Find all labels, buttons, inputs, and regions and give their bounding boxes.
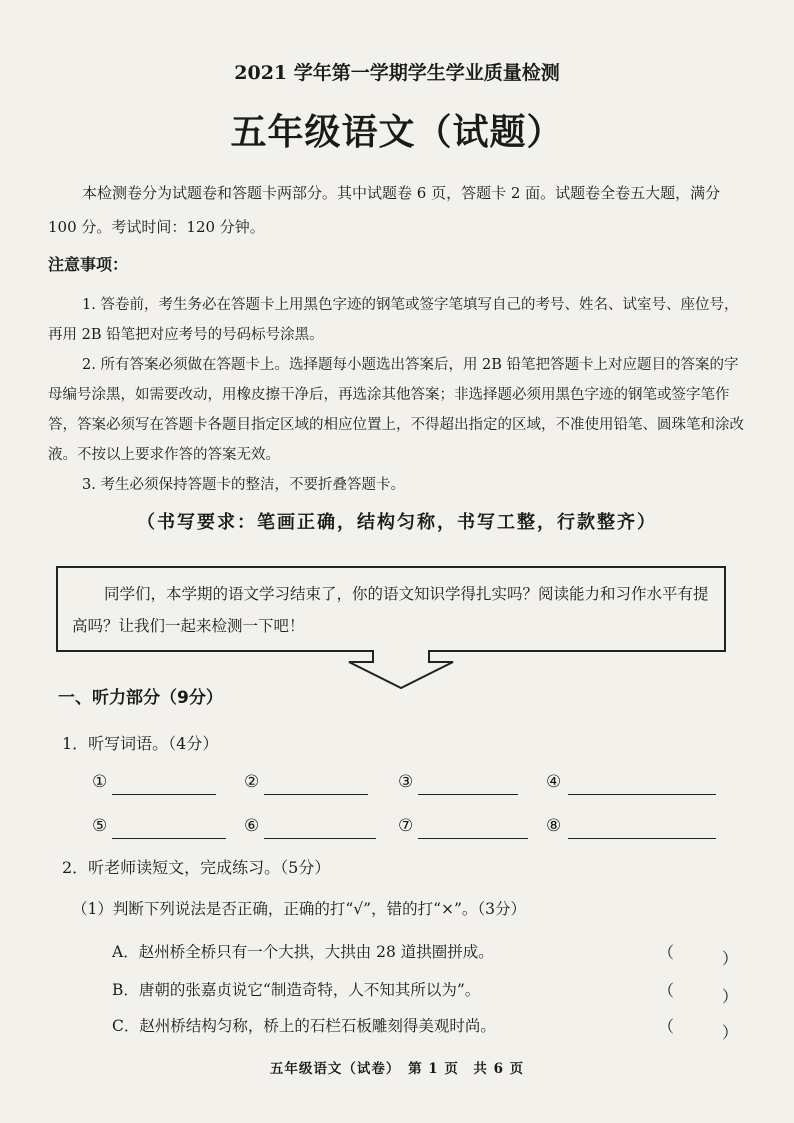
blank-number: ⑥ (244, 816, 260, 836)
blank-item[interactable] (546, 816, 561, 836)
blank-number: ⑦ (398, 816, 414, 836)
notes-list (48, 290, 748, 500)
answer-line[interactable] (568, 794, 716, 795)
blank-number: ⑤ (92, 816, 108, 836)
item-text: B．唐朝的张嘉贞说它“制造奇特，人不知其所以为”。 (112, 981, 481, 999)
blank-number: ② (244, 772, 260, 792)
item-text: A．赵州桥全桥只有一个大拱，大拱由 28 道拱圈拼成。 (112, 943, 494, 961)
answer-paren-close[interactable]: ） (722, 1023, 739, 1042)
answer-paren-open[interactable]: （ (658, 943, 675, 962)
blank-number: ④ (546, 772, 562, 792)
question-1-title: 1．听写词语。（4分） (62, 734, 219, 753)
blank-item[interactable] (92, 816, 107, 836)
question-2-title: 2．听老师读短文，完成练习。（5分） (62, 858, 331, 877)
answer-line[interactable] (418, 794, 518, 795)
blank-item[interactable] (244, 816, 259, 836)
notes-heading: 注意事项： (48, 255, 129, 274)
answer-line[interactable] (568, 838, 716, 839)
answer-paren-close[interactable]: ） (722, 949, 739, 968)
exam-title: 2021 学年第一学期学生学业质量检测 (234, 62, 560, 84)
true-false-item (112, 940, 494, 962)
blank-item[interactable] (92, 772, 107, 792)
true-false-item (112, 978, 480, 1000)
answer-line[interactable] (112, 794, 216, 795)
blank-item[interactable] (546, 772, 561, 792)
answer-line[interactable] (264, 794, 368, 795)
message-text: 同学们，本学期的语文学习结束了，你的语文知识学得扎实吗？阅读能力和习作水平有提高吗？让我们一起来检测一下吧！ (72, 585, 709, 635)
blank-number: ① (92, 772, 108, 792)
intro-paragraph: 本检测卷分为试题卷和答题卡两部分。其中试题卷 6 页，答题卡 2 面。试题卷全卷五大题，满分 100 分。考试时间：120 分钟。 (48, 184, 721, 236)
note-item: 3. 考生必须保持答题卡的整洁，不要折叠答题卡。 (82, 477, 405, 493)
blank-item[interactable] (398, 772, 413, 792)
true-false-item (112, 1014, 496, 1036)
note-item: 2. 所有答案必须做在答题卡上。选择题每小题选出答案后，用 2B 铅笔把答题卡上对应题目的答案的字母编号涂黑，如需要改动，用橡皮擦干净后，再选涂其他答案；非选择题必须用黑色字迹的钢笔或签字笔作答，答案必须写在答题卡各题目指定区域的相应位置上，不得超出指定的区域，不准使用铅笔、圆珠笔和涂改液。不按以上要求作答的答案无效。 (48, 357, 744, 463)
answer-paren-close[interactable]: ） (722, 987, 739, 1006)
main-title: 五年级语文（试题） (230, 111, 564, 153)
blank-number: ③ (398, 772, 414, 792)
blank-number: ⑧ (546, 816, 562, 836)
blank-item[interactable] (398, 816, 413, 836)
down-arrow-icon (345, 648, 457, 690)
answer-paren-open[interactable]: （ (658, 1017, 675, 1036)
message-box (56, 566, 726, 652)
sub-question-1: （1）判断下列说法是否正确，正确的打“√”，错的打“×”。（3分） (72, 900, 527, 918)
section-title: 一、听力部分（9分） (58, 688, 223, 708)
answer-line[interactable] (418, 838, 528, 839)
answer-line[interactable] (112, 838, 226, 839)
answer-line[interactable] (264, 838, 376, 839)
item-text: C．赵州桥结构匀称，桥上的石栏石板雕刻得美观时尚。 (112, 1017, 496, 1035)
writing-requirement: （书写要求：笔画正确，结构匀称，书写工整，行款整齐） (137, 512, 657, 533)
note-item: 1. 答卷前，考生务必在答题卡上用黑色字迹的钢笔或签字笔填写自己的考号、姓名、试室号、座位号，再用 2B 铅笔把对应考号的号码标号涂黑。 (48, 297, 739, 343)
page-footer: 五年级语文（试卷） 第 1 页 共 6 页 (269, 1061, 525, 1077)
blank-item[interactable] (244, 772, 259, 792)
answer-paren-open[interactable]: （ (658, 981, 675, 1000)
